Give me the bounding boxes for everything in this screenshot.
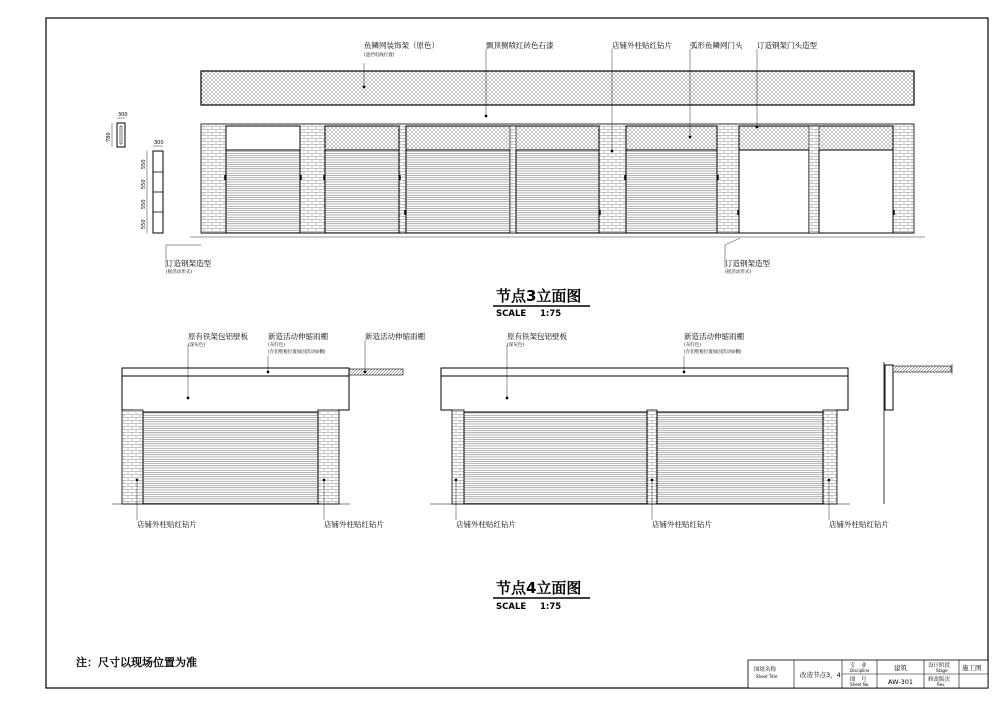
label-steel-frame-right-sub: (摇活动形式) — [725, 270, 752, 275]
label-new-awning-left-sub2: (在铝壁板位置加固活动雨棚) — [268, 350, 326, 355]
awning-section-detail — [884, 362, 952, 504]
tb-sheet-title-label-en: Sheet Title — [756, 674, 778, 679]
shop-opening-3 — [406, 126, 599, 233]
label-wall-panel-right-sub: (深灰色) — [507, 343, 525, 348]
elevation-4 — [112, 331, 952, 612]
label-wall-panel-left: 原有铁架包铝壁板 — [188, 332, 248, 341]
elevation-3-title: 节点3立面图 — [496, 287, 582, 305]
tb-discipline-label-en: Discipline — [850, 668, 870, 673]
tb-sheet-title-label: 图纸名称 — [754, 667, 777, 673]
dim-seg-3: 550 — [141, 199, 147, 209]
awning-left — [349, 369, 403, 375]
tb-stage-label: 设计阶段 — [928, 663, 951, 669]
label-column-right-b: 店铺外柱贴红钻片 — [652, 520, 712, 529]
dimension-note: 注：尺寸以现场位置为准 — [76, 656, 197, 669]
dim-frame-width-2: 300 — [154, 140, 164, 146]
label-column-right-c: 店铺外柱贴红钻片 — [829, 520, 889, 529]
label-top-stone: 飘顶侧喷红砖色石漆 — [486, 41, 554, 50]
label-fishscale-frame: 鱼鳞网装饰架（原色） — [364, 41, 439, 50]
label-arc-mesh-head: 弧形鱼鳞网门头 — [690, 41, 743, 50]
label-new-awning-left-right: 新造活动伸缩雨棚 — [365, 332, 425, 341]
label-steel-head: 订造钢架门头造型 — [757, 41, 817, 50]
label-fishscale-frame-sub: (遮挡电线位置) — [364, 53, 395, 58]
steel-frame-detail — [106, 112, 164, 233]
label-wall-panel-right: 原有铁架包铝壁板 — [507, 332, 567, 341]
label-wall-panel-left-sub: (深灰色) — [188, 343, 206, 348]
fishscale-frame — [201, 71, 914, 105]
shop-opening-1 — [226, 126, 300, 233]
label-new-awning-left-sub1: (灰红色) — [268, 343, 286, 348]
dim-seg-2: 550 — [141, 179, 147, 189]
tb-rev-label-en: Rev. — [937, 682, 946, 687]
label-new-awning-right: 新造活动伸缩雨棚 — [684, 332, 744, 341]
shop-opening-4 — [626, 126, 717, 233]
tb-stage-label-en: Stage — [936, 668, 948, 673]
tb-rev-label: 修改版次 — [928, 677, 951, 683]
tb-sheet-no-label: 图 号 — [850, 677, 867, 683]
dim-seg-4: 550 — [141, 219, 147, 229]
elevation-4-left-unit — [112, 368, 403, 504]
tb-stage-value: 施工图 — [962, 664, 982, 672]
tb-discipline-label: 专 业 — [850, 663, 867, 669]
label-column-right-a: 店铺外柱贴红钻片 — [456, 520, 516, 529]
dim-frame-width: 300 — [118, 112, 128, 118]
tb-sheet-no-value: AW-301 — [888, 678, 914, 686]
label-steel-frame-left: 订造钢架造型 — [166, 259, 211, 268]
tb-sheet-no-label-en: Sheet No. — [850, 682, 870, 687]
dim-frame-height: 780 — [106, 132, 112, 142]
tb-sheet-title-value: 改造节点3，4 — [800, 671, 841, 679]
tb-discipline-value: 建筑 — [894, 664, 907, 672]
label-steel-frame-left-sub: (摇活动形式) — [166, 270, 193, 275]
label-column-left-a: 店铺外柱贴红钻片 — [137, 520, 197, 529]
shop-opening-2 — [325, 126, 399, 233]
elevation-4-scale-label: SCALE — [496, 602, 527, 612]
label-column-left-b: 店铺外柱贴红钻片 — [324, 520, 384, 529]
elevation-4-right-unit — [430, 368, 850, 504]
label-new-awning-left: 新造活动伸缩雨棚 — [268, 332, 328, 341]
label-new-awning-right-sub2: (在铝壁板位置加固活动雨棚) — [684, 350, 742, 355]
label-steel-frame-right: 订造钢架造型 — [725, 259, 770, 268]
elevation-3 — [106, 40, 925, 319]
elevation-4-title: 节点4立面图 — [496, 579, 582, 597]
title-block — [748, 660, 988, 688]
label-column-tiles: 店铺外柱贴红钻片 — [612, 41, 672, 50]
shop-opening-5 — [739, 126, 893, 233]
elevation-3-scale-value: 1:75 — [540, 309, 562, 319]
elevation-3-scale-label: SCALE — [496, 309, 527, 319]
dim-seg-1: 550 — [141, 159, 147, 169]
elevation-4-scale-value: 1:75 — [540, 602, 562, 612]
label-new-awning-right-sub1: (灰红色) — [684, 343, 702, 348]
